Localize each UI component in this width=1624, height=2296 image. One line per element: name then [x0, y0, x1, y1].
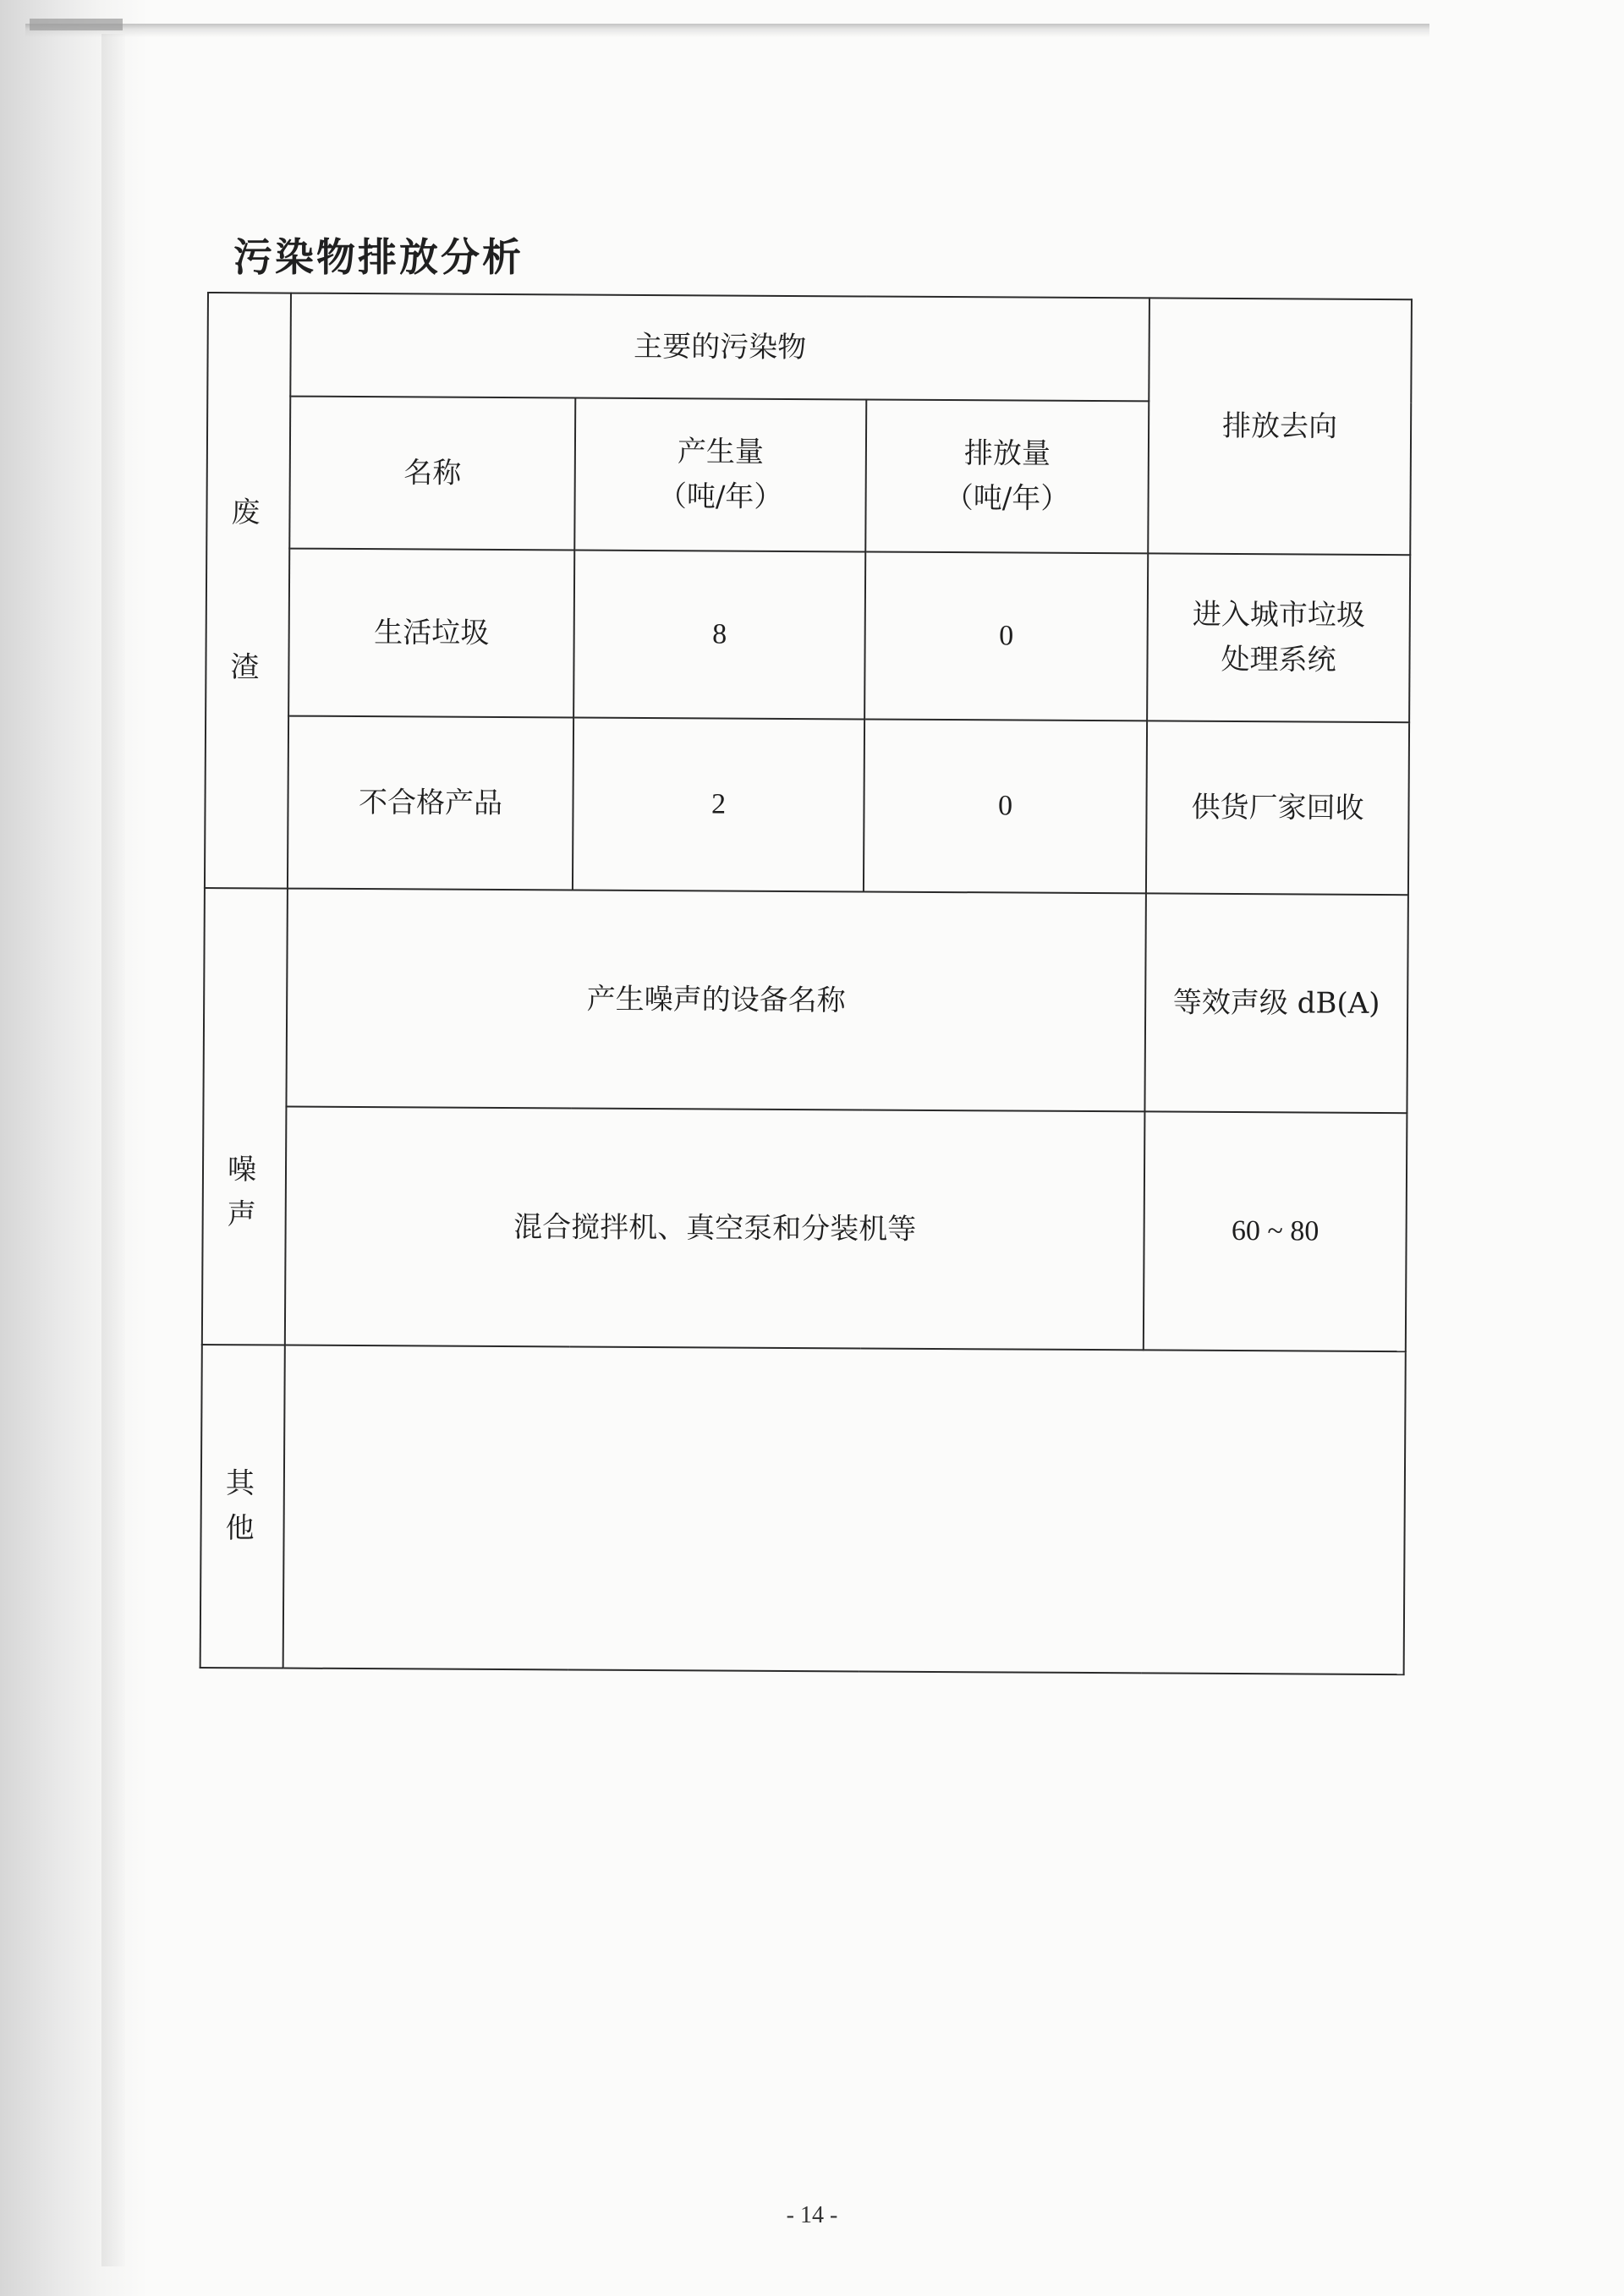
- col-name: 名称: [289, 397, 575, 551]
- col-discharged: [865, 399, 1149, 553]
- table-row: [202, 1106, 1407, 1351]
- waste-produced: 8: [573, 551, 865, 720]
- other-row: [200, 1345, 1406, 1674]
- col-discharged-unit: （吨/年）: [944, 481, 1070, 516]
- page-title: 污染物排放分析: [233, 234, 524, 280]
- waste-destination: 供货厂家回收: [1146, 721, 1409, 895]
- scan-shadow-strip: [102, 34, 125, 2266]
- scan-shadow-left: [0, 0, 148, 2296]
- noise-level: 60 ~ 80: [1144, 1111, 1407, 1351]
- pollutant-table: [200, 292, 1413, 1675]
- waste-produced: 2: [573, 718, 864, 892]
- other-label-bottom: 他: [225, 1511, 260, 1546]
- col-produced-unit: （吨/年）: [657, 479, 783, 514]
- other-label-top: 其: [225, 1466, 260, 1501]
- waste-label-bottom: 渣: [230, 650, 265, 685]
- noise-label-bottom: 声: [227, 1197, 261, 1232]
- other-content: [283, 1345, 1406, 1675]
- waste-destination-line1: 进入城市垃圾: [1192, 598, 1365, 633]
- header-main-pollutant: 主要的污染物: [290, 293, 1149, 402]
- noise-equipment-header: 产生噪声的设备名称: [286, 889, 1145, 1112]
- waste-label-top: 废: [231, 496, 266, 530]
- noise-equipment: 混合搅拌机、真空泵和分装机等: [285, 1107, 1145, 1351]
- col-produced: [574, 398, 866, 552]
- col-produced-label: 产生量: [677, 435, 765, 470]
- noise-level-header: 等效声级 dB(A): [1144, 893, 1407, 1113]
- table-row: [206, 548, 1410, 722]
- noise-label-top: 噪: [227, 1153, 262, 1187]
- noise-header-row: [203, 888, 1407, 1113]
- waste-name: 不合格产品: [288, 716, 573, 890]
- other-section-label: [200, 1345, 285, 1669]
- waste-name: 生活垃圾: [288, 549, 574, 718]
- waste-discharged: 0: [864, 719, 1147, 893]
- scan-shadow-top: [25, 24, 1429, 37]
- header-destination: 排放去向: [1148, 298, 1412, 555]
- waste-header-row: [207, 293, 1412, 403]
- col-discharged-label: 排放量: [963, 436, 1051, 472]
- waste-destination: [1147, 553, 1410, 722]
- waste-destination-line2: 处理系统: [1221, 642, 1336, 677]
- waste-discharged: 0: [864, 551, 1148, 721]
- scan-mark-top: [30, 19, 123, 30]
- noise-section-label: [202, 888, 288, 1345]
- table-row: [205, 715, 1409, 895]
- page-number: - 14 -: [786, 2202, 838, 2228]
- waste-section-label: [205, 293, 291, 889]
